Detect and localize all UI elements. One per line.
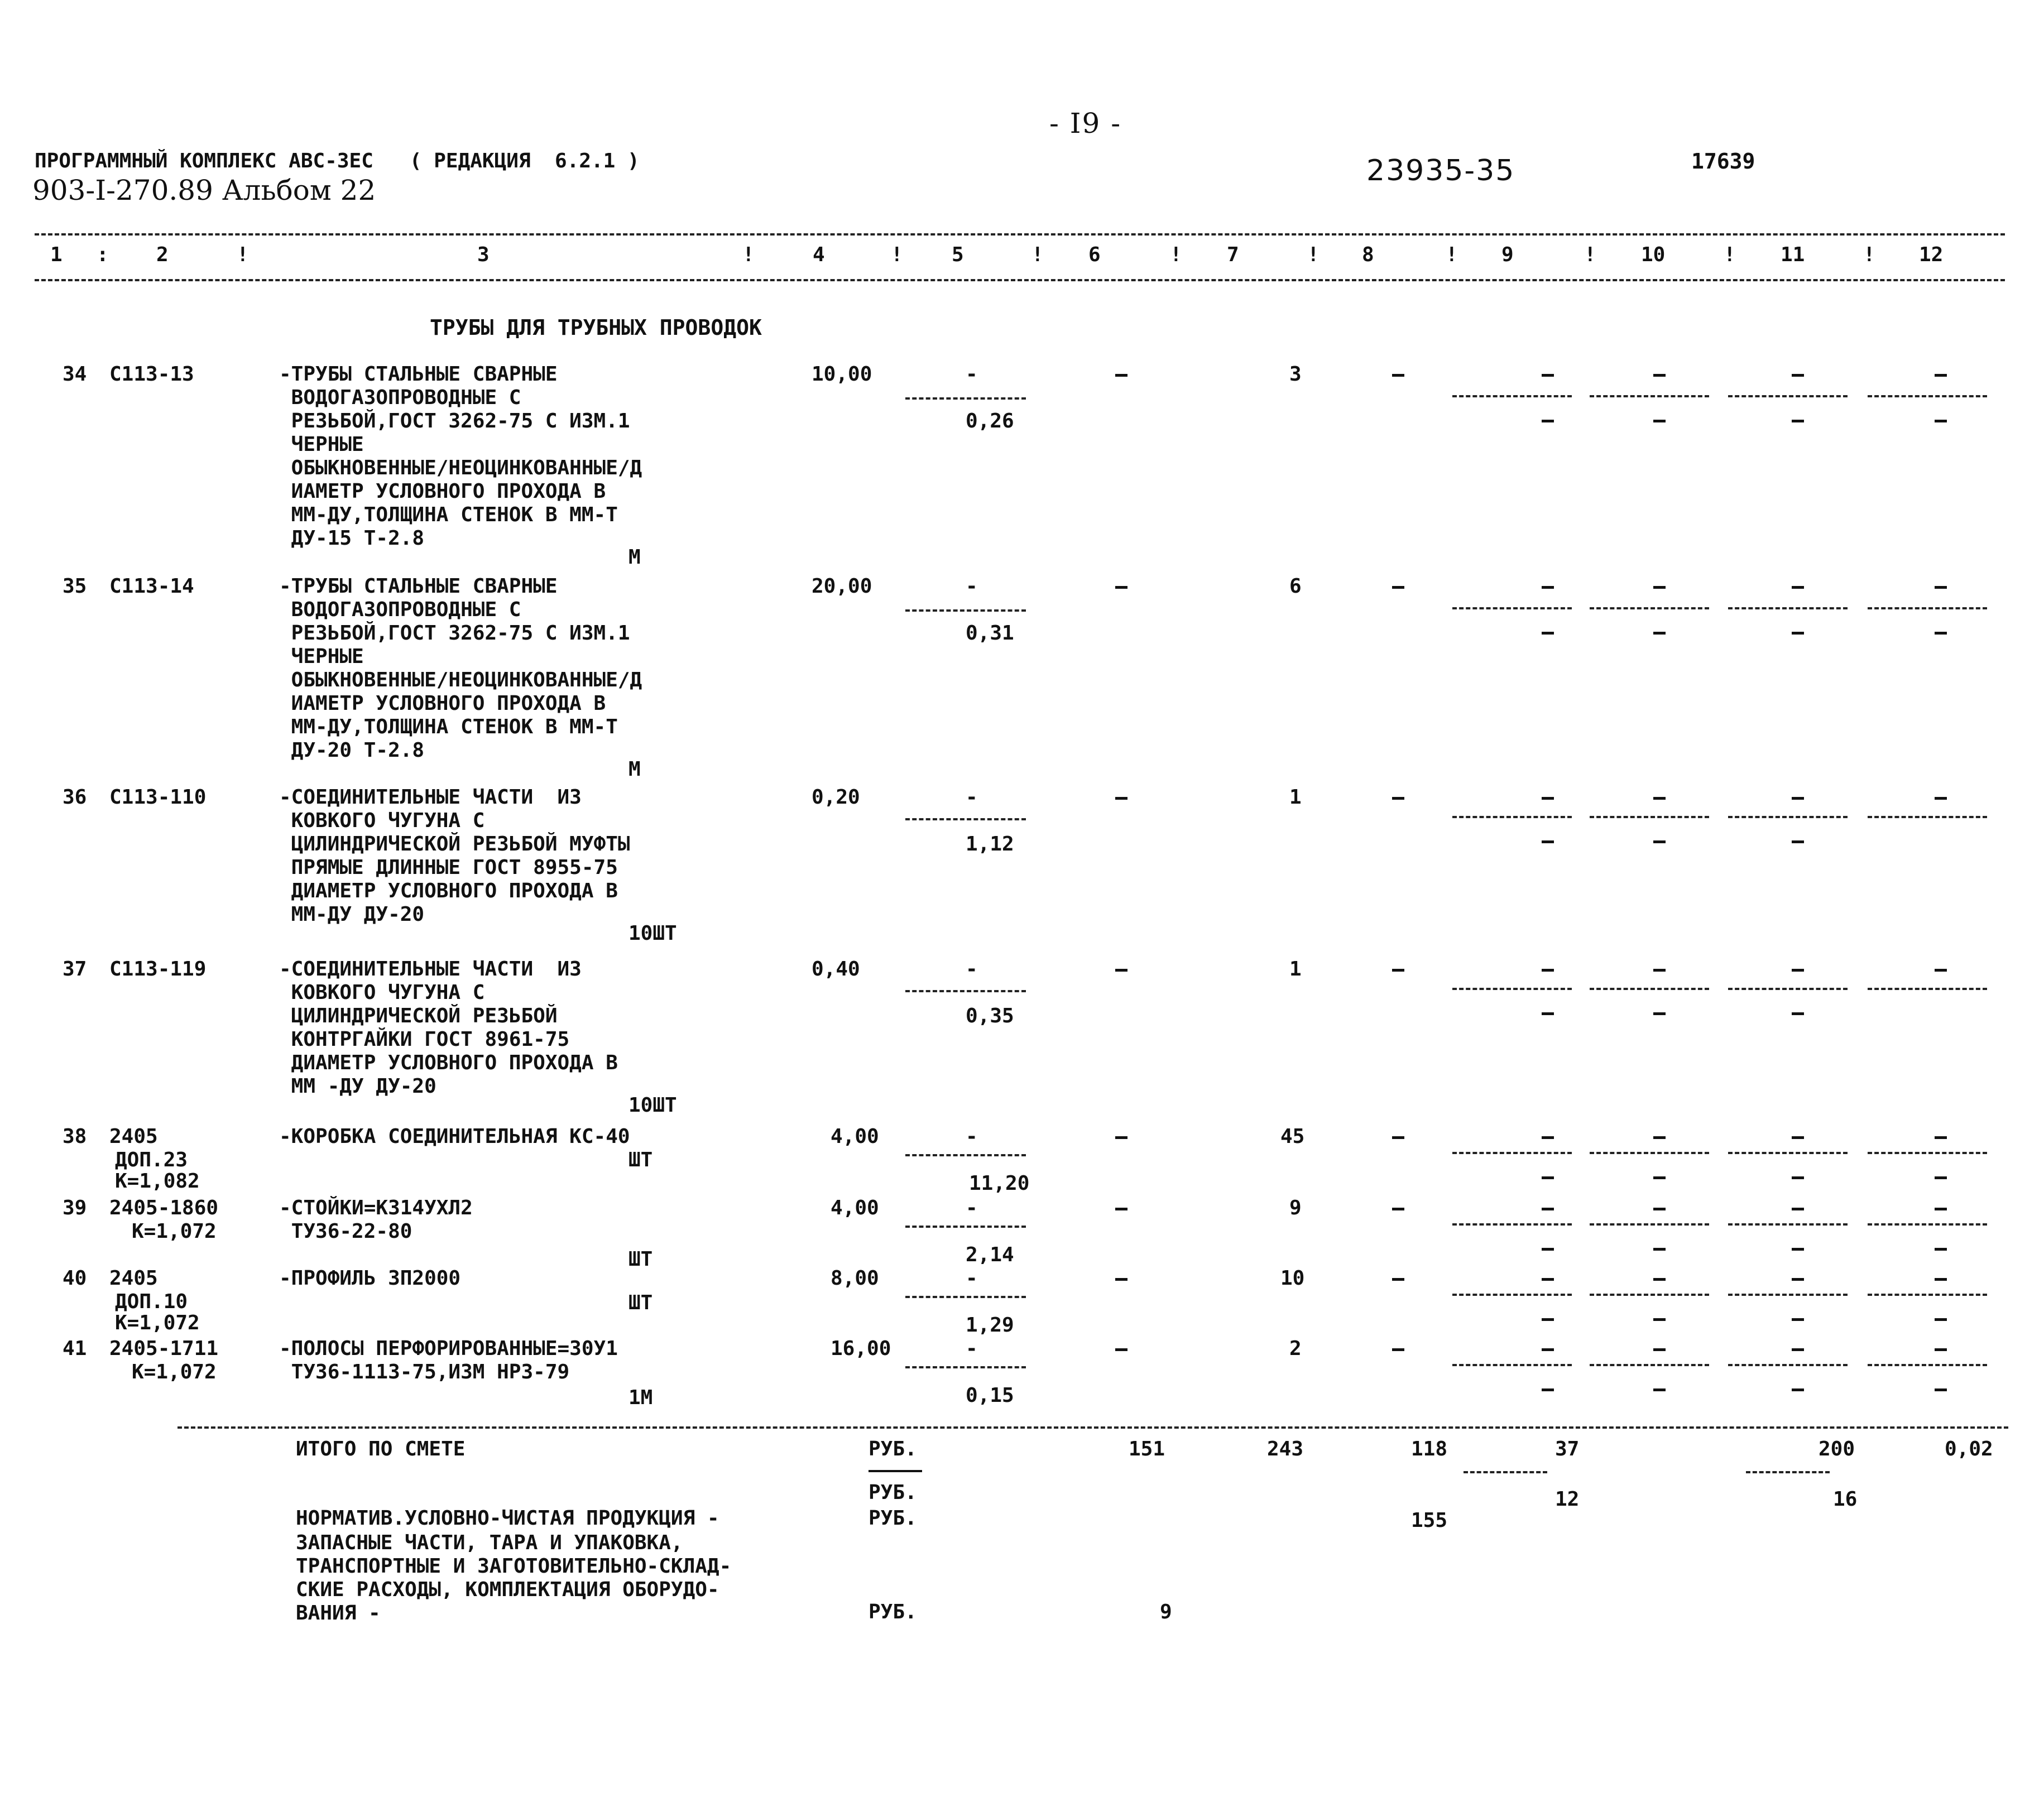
row-c10-top-dash [1653, 586, 1666, 589]
column-separator: ! [1863, 243, 1875, 266]
row-c10-fraction-line [1590, 1223, 1709, 1226]
totals-rule [177, 1426, 2008, 1429]
row-c12-fraction-line [1868, 395, 1987, 397]
row-col5-bottom: 11,20 [969, 1172, 1030, 1195]
row-col8-dash [1392, 797, 1404, 800]
row-c9-bottom-dash [1542, 1248, 1554, 1251]
row-c12-top-dash [1935, 374, 1947, 377]
row-c9-bottom-dash [1542, 1388, 1554, 1391]
row-unit: ШТ [628, 1291, 653, 1314]
row-col5-fraction-line [905, 1154, 1026, 1156]
row-c9-fraction-line [1452, 1294, 1572, 1296]
row-c10-fraction-line [1590, 395, 1709, 397]
column-header-1: 1 [50, 243, 63, 266]
project-code: 903-I-270.89 Альбом 22 [32, 174, 376, 206]
column-header-6: 6 [1088, 243, 1101, 266]
row-code: С113-110 [109, 786, 207, 809]
column-separator: ! [237, 243, 249, 266]
row-c9-top-dash [1542, 1348, 1554, 1351]
row-col8-dash [1392, 1208, 1404, 1210]
row-c12-bottom-dash [1935, 1318, 1947, 1321]
row-col8-dash [1392, 1136, 1404, 1139]
row-c11-fraction-line [1728, 1294, 1848, 1296]
column-header-7: 7 [1227, 243, 1239, 266]
row-c9-bottom-dash [1542, 1318, 1554, 1321]
row-description: -ТРУБЫ СТАЛЬНЫЕ СВАРНЫЕ ВОДОГАЗОПРОВОДНЫЕ С РЕЗЬБОЙ,ГОСТ 3262-75 С ИЗМ.1 ЧЕРНЫЕ ОБЫКНОВЕННЫЕ/НЕОЦИНКОВАННЫЕ/Д ИАМЕТР УСЛОВНОГО ПРОХОДА В ММ-ДУ,ТОЛЩИНА СТЕНОК В ММ-Т ДУ-15 Т-2.8 [279, 363, 642, 550]
row-c12-top-dash [1935, 586, 1947, 589]
row-col5-bottom: 1,12 [966, 833, 1014, 856]
row-col6-dash [1115, 586, 1127, 589]
row-c12-fraction-line [1868, 1294, 1987, 1296]
doc-number: 23935-35 [1366, 154, 1515, 188]
row-c12-bottom-dash [1935, 1248, 1947, 1251]
row-c10-top-dash [1653, 1136, 1666, 1139]
norm-label: НОРМАТИВ.УСЛОВНО-ЧИСТАЯ ПРОДУКЦИЯ - [296, 1507, 719, 1530]
row-c9-fraction-line [1452, 988, 1572, 990]
row-c12-fraction-line [1868, 1364, 1987, 1366]
row-unit: 10ШТ [628, 1094, 677, 1117]
row-col7: 3 [1289, 363, 1302, 386]
row-c11-bottom-dash [1792, 1388, 1804, 1391]
row-c12-top-dash [1935, 1278, 1947, 1281]
row-c12-fraction-line [1868, 988, 1987, 990]
row-unit: М [628, 546, 641, 569]
row-c9-fraction-line [1452, 607, 1572, 609]
row-c9-top-dash [1542, 374, 1554, 377]
norm-unit: РУБ. [869, 1507, 917, 1530]
row-c12-top-dash [1935, 1208, 1947, 1210]
row-c11-fraction-line [1728, 816, 1848, 818]
row-c10-bottom-dash [1653, 1248, 1666, 1251]
norm-col8: 155 [1411, 1509, 1448, 1532]
row-c12-fraction-line [1868, 816, 1987, 818]
row-c11-fraction-line [1728, 607, 1848, 609]
row-c10-top-dash [1653, 797, 1666, 800]
row-col5-fraction-line [905, 1366, 1026, 1368]
row-c9-fraction-line [1452, 1364, 1572, 1366]
row-col5-top: - [966, 958, 978, 981]
column-separator: ! [1170, 243, 1182, 266]
row-description: -ТРУБЫ СТАЛЬНЫЕ СВАРНЫЕ ВОДОГАЗОПРОВОДНЫЕ С РЕЗЬБОЙ,ГОСТ 3262-75 С ИЗМ.1 ЧЕРНЫЕ ОБЫКНОВЕННЫЕ/НЕОЦИНКОВАННЫЕ/Д ИАМЕТР УСЛОВНОГО ПРОХОДА В ММ-ДУ,ТОЛЩИНА СТЕНОК В ММ-Т ДУ-20 Т-2.8 [279, 575, 642, 762]
row-col5-top: - [966, 363, 978, 386]
totals-col11-fraction [1746, 1471, 1830, 1473]
row-c11-fraction-line [1728, 1223, 1848, 1226]
row-col8-dash [1392, 586, 1404, 589]
row-c11-fraction-line [1728, 1364, 1848, 1366]
row-col7: 9 [1289, 1197, 1302, 1219]
header-rule-top [35, 233, 2005, 236]
totals-unit-2: РУБ. [869, 1481, 917, 1504]
row-c9-bottom-dash [1542, 840, 1554, 843]
row-col8-dash [1392, 374, 1404, 377]
row-code: 2405 [109, 1125, 158, 1148]
row-quantity: 0,40 [812, 958, 860, 981]
column-header-11: 11 [1781, 243, 1805, 266]
row-c10-fraction-line [1590, 1294, 1709, 1296]
totals-col9-fraction [1464, 1471, 1547, 1473]
column-header-10: 10 [1641, 243, 1666, 266]
row-c9-bottom-dash [1542, 1176, 1554, 1179]
row-col7: 2 [1289, 1337, 1302, 1360]
row-c9-top-dash [1542, 586, 1554, 589]
row-description: -СОЕДИНИТЕЛЬНЫЕ ЧАСТИ ИЗ КОВКОГО ЧУГУНА С ЦИЛИНДРИЧЕСКОЙ РЕЗЬБОЙ МУФТЫ ПРЯМЫЕ ДЛИННЫЕ ГОСТ 8955-75 ДИАМЕТР УСЛОВНОГО ПРОХОДА В ММ-ДУ ДУ-20 [279, 786, 630, 926]
row-col5-top: - [966, 575, 978, 598]
row-c9-fraction-line [1452, 395, 1572, 397]
sheet-id: 17639 [1691, 149, 1755, 174]
row-c10-bottom-dash [1653, 420, 1666, 422]
row-col5-bottom: 0,35 [966, 1005, 1014, 1027]
row-c10-fraction-line [1590, 988, 1709, 990]
row-unit: М [628, 758, 641, 781]
row-c11-top-dash [1792, 586, 1804, 589]
row-c10-bottom-dash [1653, 1176, 1666, 1179]
section-title: ТРУБЫ ДЛЯ ТРУБНЫХ ПРОВОДОК [430, 315, 762, 340]
row-col6-dash [1115, 797, 1127, 800]
column-separator: : [97, 243, 109, 266]
row-quantity: 20,00 [812, 575, 872, 598]
totals-col6: 151 [1129, 1438, 1165, 1460]
column-separator: ! [1724, 243, 1736, 266]
row-col5-top: - [966, 1267, 978, 1290]
row-c11-fraction-line [1728, 395, 1848, 397]
row-col5-bottom: 0,31 [966, 622, 1014, 645]
row-col6-dash [1115, 1208, 1127, 1210]
row-col7: 45 [1280, 1125, 1305, 1148]
row-c10-fraction-line [1590, 1152, 1709, 1154]
row-c9-fraction-line [1452, 1152, 1572, 1154]
row-c9-bottom-dash [1542, 420, 1554, 422]
row-code: С113-13 [109, 363, 194, 386]
row-code: С113-119 [109, 958, 207, 981]
row-col7: 10 [1280, 1267, 1305, 1290]
row-number: 38 [63, 1125, 87, 1148]
row-c11-bottom-dash [1792, 1248, 1804, 1251]
row-col5-bottom: 1,29 [966, 1314, 1014, 1337]
row-c12-top-dash [1935, 969, 1947, 972]
row-col5-fraction-line [905, 818, 1026, 820]
row-col5-top: - [966, 1125, 978, 1148]
row-c11-bottom-dash [1792, 840, 1804, 843]
row-quantity: 10,00 [812, 363, 872, 386]
row-description: -ПОЛОСЫ ПЕРФОРИРОВАННЫЕ=30У1 ТУ36-1113-75,ИЗМ НРЗ-79 [279, 1337, 618, 1383]
row-number: 40 [63, 1267, 87, 1290]
row-coefficient: К=1,082 [115, 1170, 200, 1193]
row-code-supplement: ДОП.23 [115, 1149, 188, 1171]
row-c9-top-dash [1542, 1278, 1554, 1281]
row-c9-top-dash [1542, 1208, 1554, 1210]
row-c11-bottom-dash [1792, 420, 1804, 422]
row-col5-fraction-line [905, 1296, 1026, 1298]
row-c11-top-dash [1792, 969, 1804, 972]
row-c10-top-dash [1653, 1278, 1666, 1281]
row-quantity: 4,00 [831, 1125, 879, 1148]
row-c10-top-dash [1653, 1208, 1666, 1210]
row-col6-dash [1115, 374, 1127, 377]
totals-unit-1: РУБ. [869, 1438, 917, 1460]
row-c10-bottom-dash [1653, 1388, 1666, 1391]
row-c9-top-dash [1542, 797, 1554, 800]
column-separator: ! [1584, 243, 1596, 266]
column-header-4: 4 [813, 243, 825, 266]
row-c10-fraction-line [1590, 816, 1709, 818]
row-col7: 6 [1289, 575, 1302, 598]
totals-col12: 0,02 [1945, 1438, 1993, 1460]
row-c11-top-dash [1792, 1278, 1804, 1281]
row-c12-fraction-line [1868, 1152, 1987, 1154]
row-c10-fraction-line [1590, 607, 1709, 609]
row-description: -СТОЙКИ=К314УХЛ2 ТУ36-22-80 [279, 1197, 473, 1243]
row-col6-dash [1115, 1348, 1127, 1351]
row-unit: ШТ [628, 1149, 653, 1171]
row-c10-fraction-line [1590, 1364, 1709, 1366]
column-header-5: 5 [952, 243, 964, 266]
row-c12-fraction-line [1868, 607, 1987, 609]
row-description: -СОЕДИНИТЕЛЬНЫЕ ЧАСТИ ИЗ КОВКОГО ЧУГУНА С ЦИЛИНДРИЧЕСКОЙ РЕЗЬБОЙ КОНТРГАЙКИ ГОСТ 8961-75 ДИАМЕТР УСЛОВНОГО ПРОХОДА В ММ -ДУ ДУ-20 [279, 958, 618, 1098]
row-c9-fraction-line [1452, 816, 1572, 818]
totals-col11-bottom: 16 [1833, 1488, 1858, 1511]
row-col5-fraction-line [905, 609, 1026, 612]
column-header-8: 8 [1362, 243, 1374, 266]
row-code-supplement: ДОП.10 [115, 1290, 188, 1313]
row-c11-fraction-line [1728, 1152, 1848, 1154]
spares-col6: 9 [1160, 1601, 1172, 1623]
column-separator: ! [742, 243, 755, 266]
totals-col9-top: 37 [1555, 1438, 1580, 1460]
row-c12-bottom-dash [1935, 1388, 1947, 1391]
row-col8-dash [1392, 1278, 1404, 1281]
row-col5-top: - [966, 786, 978, 809]
row-col8-dash [1392, 969, 1404, 972]
row-code: 2405-1711 [109, 1337, 219, 1360]
row-c10-top-dash [1653, 969, 1666, 972]
row-number: 36 [63, 786, 87, 809]
column-separator: ! [1307, 243, 1320, 266]
row-c9-bottom-dash [1542, 632, 1554, 635]
row-c9-top-dash [1542, 1136, 1554, 1139]
row-c11-top-dash [1792, 374, 1804, 377]
row-c12-bottom-dash [1935, 420, 1947, 422]
row-c12-top-dash [1935, 1136, 1947, 1139]
row-c10-bottom-dash [1653, 1012, 1666, 1015]
row-coefficient: К=1,072 [132, 1361, 217, 1383]
row-c10-top-dash [1653, 374, 1666, 377]
row-code: С113-14 [109, 575, 194, 598]
row-c9-top-dash [1542, 969, 1554, 972]
totals-col8: 118 [1411, 1438, 1448, 1460]
row-c10-top-dash [1653, 1348, 1666, 1351]
row-col5-top: - [966, 1197, 978, 1219]
row-code: 2405-1860 [109, 1197, 219, 1219]
row-description: -ПРОФИЛЬ ЗП2000 [279, 1267, 461, 1290]
row-number: 35 [63, 575, 87, 598]
row-col7: 1 [1289, 786, 1302, 809]
row-number: 41 [63, 1337, 87, 1360]
totals-label: ИТОГО ПО СМЕТЕ [296, 1438, 466, 1460]
page-number: - I9 - [1049, 107, 1122, 140]
column-header-3: 3 [477, 243, 490, 266]
row-col5-bottom: 0,15 [966, 1384, 1014, 1407]
row-col8-dash [1392, 1348, 1404, 1351]
row-c9-bottom-dash [1542, 1012, 1554, 1015]
row-col6-dash [1115, 1136, 1127, 1139]
row-c11-top-dash [1792, 1348, 1804, 1351]
row-code: 2405 [109, 1267, 158, 1290]
row-col5-fraction-line [905, 1226, 1026, 1228]
row-col5-top: - [966, 1337, 978, 1360]
row-col6-dash [1115, 969, 1127, 972]
column-header-9: 9 [1501, 243, 1514, 266]
row-c11-fraction-line [1728, 988, 1848, 990]
row-number: 34 [63, 363, 87, 386]
row-coefficient: К=1,072 [132, 1220, 217, 1243]
row-c11-bottom-dash [1792, 1318, 1804, 1321]
row-coefficient: К=1,072 [115, 1311, 200, 1334]
totals-col11-top: 200 [1819, 1438, 1855, 1460]
row-col5-bottom: 0,26 [966, 410, 1014, 433]
row-col6-dash [1115, 1278, 1127, 1281]
row-c11-bottom-dash [1792, 1176, 1804, 1179]
totals-col7: 243 [1267, 1438, 1304, 1460]
row-c11-top-dash [1792, 797, 1804, 800]
row-col5-bottom: 2,14 [966, 1243, 1014, 1266]
program-line: ПРОГРАММНЫЙ КОМПЛЕКС АВС-ЗЕС ( РЕДАКЦИЯ 6.2.1 ) [35, 150, 640, 172]
row-c10-bottom-dash [1653, 840, 1666, 843]
row-c10-bottom-dash [1653, 1318, 1666, 1321]
row-c12-top-dash [1935, 797, 1947, 800]
column-separator: ! [1031, 243, 1044, 266]
row-c11-top-dash [1792, 1136, 1804, 1139]
row-c10-bottom-dash [1653, 632, 1666, 635]
row-c9-fraction-line [1452, 1223, 1572, 1226]
row-c12-fraction-line [1868, 1223, 1987, 1226]
column-header-12: 12 [1919, 243, 1944, 266]
column-header-2: 2 [156, 243, 169, 266]
row-quantity: 4,00 [831, 1197, 879, 1219]
row-unit: ШТ [628, 1248, 653, 1271]
row-description: -КОРОБКА СОЕДИНИТЕЛЬНАЯ КС-40 [279, 1125, 630, 1148]
row-unit: 1М [628, 1386, 653, 1409]
column-separator: ! [891, 243, 903, 266]
row-c12-bottom-dash [1935, 632, 1947, 635]
totals-col9-bottom: 12 [1555, 1488, 1580, 1511]
row-c12-bottom-dash [1935, 1176, 1947, 1179]
row-quantity: 8,00 [831, 1267, 879, 1290]
row-quantity: 16,00 [831, 1337, 891, 1360]
row-col5-fraction-line [905, 990, 1026, 992]
row-col5-fraction-line [905, 397, 1026, 400]
totals-unit-underline [869, 1470, 922, 1472]
spares-label: ЗАПАСНЫЕ ЧАСТИ, ТАРА И УПАКОВКА, ТРАНСПОРТНЫЕ И ЗАГОТОВИТЕЛЬНО-СКЛАД- СКИЕ РАСХОДЫ, КОМПЛЕКТАЦИЯ ОБОРУДО- ВАНИЯ - [296, 1531, 732, 1625]
header-rule-bottom [35, 279, 2005, 281]
row-c11-bottom-dash [1792, 632, 1804, 635]
row-quantity: 0,20 [812, 786, 860, 809]
row-c11-bottom-dash [1792, 1012, 1804, 1015]
spares-unit: РУБ. [869, 1601, 917, 1623]
row-number: 37 [63, 958, 87, 981]
row-unit: 10ШТ [628, 922, 677, 945]
row-c12-top-dash [1935, 1348, 1947, 1351]
row-number: 39 [63, 1197, 87, 1219]
column-separator: ! [1446, 243, 1458, 266]
row-c11-top-dash [1792, 1208, 1804, 1210]
row-col7: 1 [1289, 958, 1302, 981]
